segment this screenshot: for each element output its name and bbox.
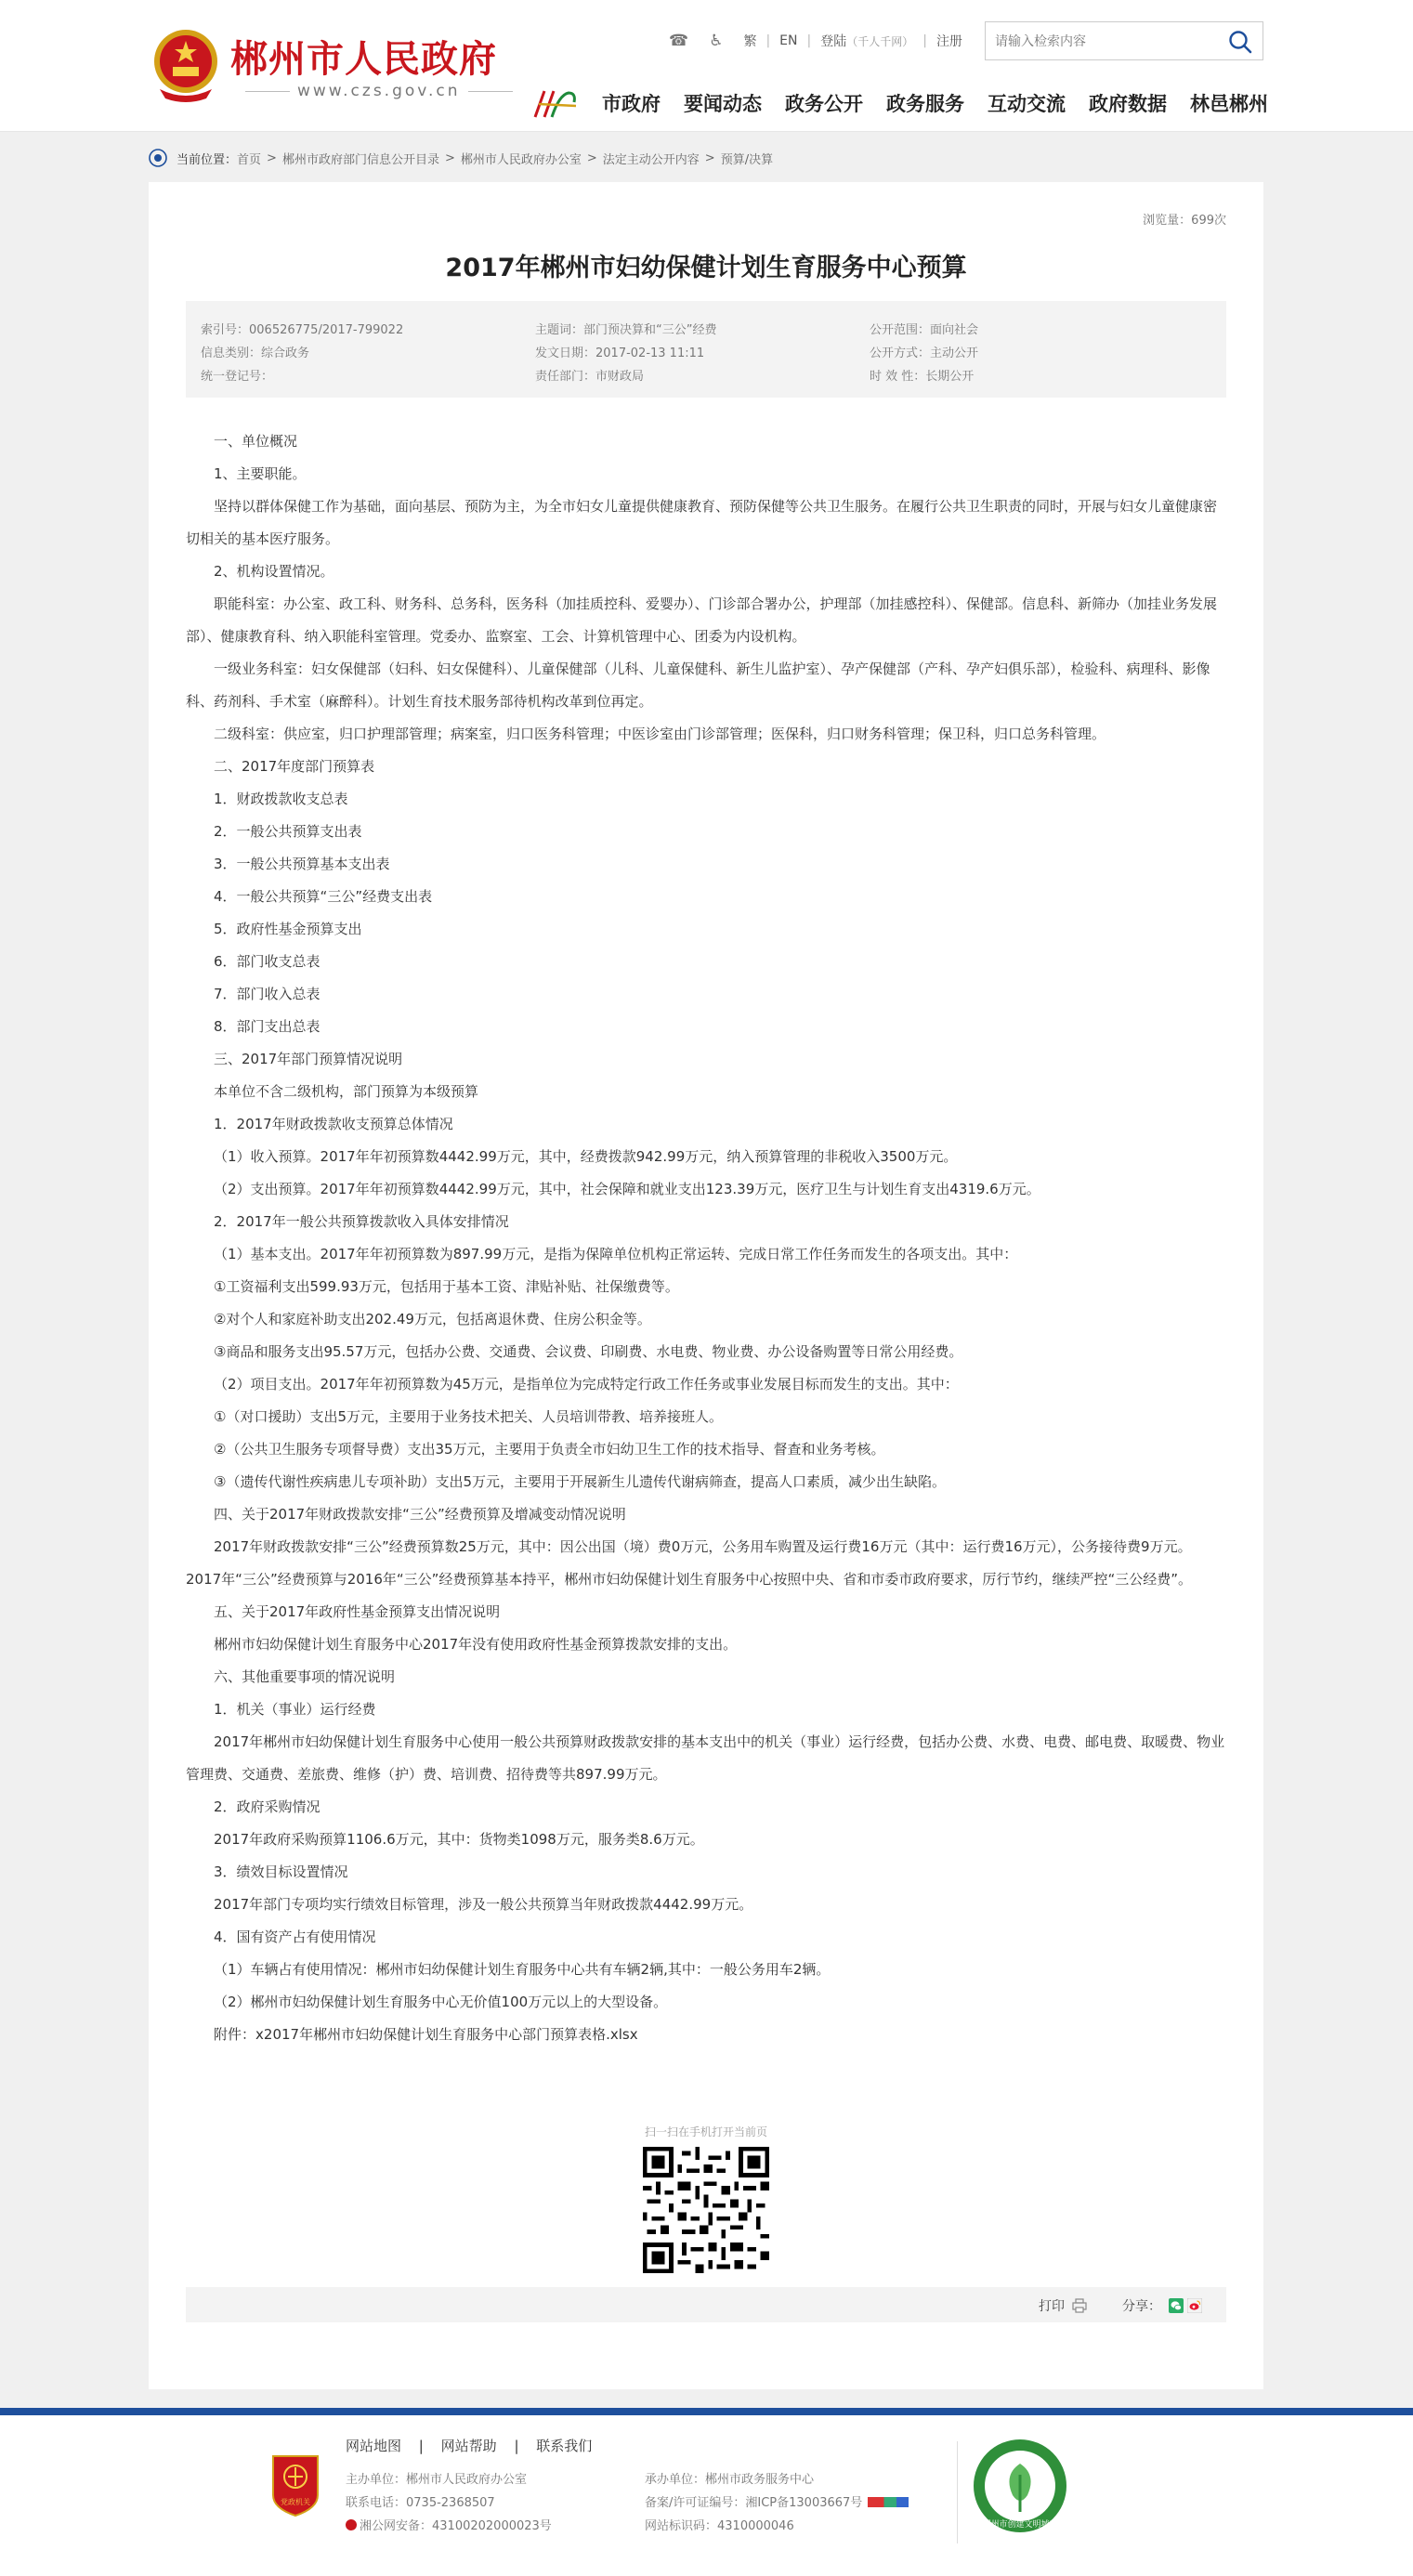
breadcrumb (149, 147, 773, 169)
accessibility-icon[interactable]: ♿ (709, 32, 724, 50)
paragraph: ②（公共卫生服务专项督导费）支出35万元，主要用于负责全市妇幼卫生工作的技术指导、督查和业务考核。 (214, 1441, 885, 1458)
paragraph: 一、单位概况 (214, 433, 298, 450)
paragraph: 三、2017年部门预算情况说明 (214, 1051, 403, 1067)
paragraph: ②对个人和家庭补助支出202.49万元，包括离退休费、住房公积金等。 (214, 1311, 651, 1327)
search-icon[interactable] (1227, 29, 1253, 55)
breadcrumb-separator: > (704, 150, 715, 165)
paragraph: （2）郴州市妇幼保健计划生育服务中心无价值100万元以上的大型设备。 (214, 1994, 668, 2010)
divider: | (765, 33, 771, 48)
view-count: 浏览量：699次 (1143, 214, 1226, 228)
paragraph: 1．机关（事业）运行经费 (214, 1701, 376, 1718)
login-note: （千人千网） (846, 34, 914, 48)
attachment-label: 附件： (214, 2026, 256, 2043)
traditional-chinese-link[interactable]: 繁 (743, 34, 757, 49)
article-body (186, 425, 1226, 2051)
paragraph: 职能科室：办公室、政工科、财务科、总务科，医务科（加挂质控科、爱婴办）、门诊部合署办公，护理部（加挂感控科）、保健部。信息科、新筛办（加挂业务发展部）、健康教育科、纳入职能科室管理。党委办、监察室、工会、计算机管理中心、团委为内设机构。 (186, 595, 1218, 645)
login-link[interactable]: 登陆 (820, 34, 847, 49)
search-input[interactable] (995, 32, 1218, 52)
footer-police-record[interactable] (346, 2516, 552, 2533)
attachment-line (186, 2019, 1226, 2051)
paragraph: 2017年部门专项均实行绩效目标管理，涉及一般公共预算当年财政拨款4442.99万元。 (214, 1896, 753, 1913)
breadcrumb-separator: > (267, 150, 277, 165)
divider: | (514, 2438, 519, 2454)
share-label: 分享： (1122, 2299, 1161, 2314)
footer-links (346, 2436, 592, 2455)
paragraph: 四、关于2017年财政拨款安排“三公”经费预算及增减变动情况说明 (214, 1506, 626, 1523)
meta-reg-no: 统一登记号： (201, 370, 274, 384)
footer-accent-bar (0, 2408, 1413, 2415)
paragraph: 2、机构设置情况。 (214, 563, 334, 580)
printer-icon (1072, 2298, 1087, 2313)
breadcrumb-item-office[interactable]: 郴州市人民政府办公室 (460, 152, 582, 167)
footer-divider (957, 2441, 958, 2543)
elder-mode-icon[interactable]: ☎ (669, 32, 689, 50)
footer-host: 主办单位：郴州市人民政府办公室 (346, 2473, 528, 2487)
divider: | (922, 33, 927, 48)
paragraph: 2017年郴州市妇幼保健计划生育服务中心使用一般公共预算财政拨款安排的基本支出中的机关（事业）运行经费，包括办公费、水费、电费、邮电费、取暖费、物业管理费、交通费、差旅费、维修（护）费、培训费、招待费等共897.99万元。 (186, 1733, 1225, 1783)
breadcrumb-label: 当前位置： (177, 152, 238, 167)
top-links (669, 28, 962, 54)
meta-topic: 主题词：部门预决算和“三公”经费 (535, 323, 717, 337)
paragraph: ①工资福利支出599.93万元，包括用于基本工资、津贴补贴、社保缴费等。 (214, 1278, 679, 1295)
paragraph: 7．部门收入总表 (214, 986, 321, 1002)
paragraph: （2）项目支出。2017年年初预算数为45万元，是指单位为完成特定行政工作任务或事业发展目标而发生的支出。其中： (214, 1376, 959, 1393)
paragraph: 五、关于2017年政府性基金预算支出情况说明 (214, 1603, 501, 1620)
nav-decoration-icon (531, 85, 580, 121)
nav-item-services[interactable]: 政务服务 (886, 93, 964, 115)
paragraph: 六、其他重要事项的情况说明 (214, 1668, 396, 1685)
footer-link-sitemap[interactable]: 网站地图 (346, 2438, 402, 2454)
article-title: 2017年郴州市妇幼保健计划生育服务中心预算 (445, 254, 967, 282)
paragraph: 坚持以群体保健工作为基础，面向基层、预防为主，为全市妇女儿童提供健康教育、预防保健等公共卫生服务。在履行公共卫生职责的同时，开展与妇女儿童健康密切相关的基本医疗服务。 (186, 498, 1218, 547)
national-emblem-icon (150, 24, 221, 104)
main-nav (602, 89, 1291, 117)
share-area (1122, 2296, 1202, 2315)
divider: | (806, 33, 812, 48)
qr-code-icon (643, 2147, 769, 2273)
weibo-icon[interactable] (1187, 2298, 1202, 2313)
paragraph: 1．财政拨款收支总表 (214, 791, 348, 807)
footer-link-help[interactable]: 网站帮助 (440, 2438, 497, 2454)
site-footer (0, 2415, 1413, 2576)
article-panel (149, 182, 1263, 2389)
breadcrumb-item-statutory[interactable]: 法定主动公开内容 (602, 152, 700, 167)
footer-organizer: 承办单位：郴州市政务服务中心 (645, 2473, 815, 2487)
paragraph: （1）收入预算。2017年年初预算数4442.99万元，其中，经费拨款942.99万元，纳入预算管理的非税收入3500万元。 (214, 1148, 958, 1165)
emblem-text: 郴州市创建文明城市 (982, 2520, 1058, 2530)
paragraph: （1）车辆占有使用情况：郴州市妇幼保健计划生育服务中心共有车辆2辆,其中：一般公务用车2辆。 (214, 1961, 831, 1978)
meta-method: 公开方式：主动公开 (870, 347, 979, 360)
paragraph: 2．一般公共预算支出表 (214, 823, 362, 840)
paragraph: （1）基本支出。2017年年初预算数为897.99万元，是指为保障单位机构正常运转、完成日常工作任务而发生的各项支出。其中： (214, 1246, 1018, 1262)
breadcrumb-item-catalog[interactable]: 郴州市政府部门信息公开目录 (281, 152, 439, 167)
paragraph: 1、主要职能。 (214, 465, 307, 482)
footer-icp-text: 备案/许可证编号：湘ICP备13003667号 (645, 2496, 863, 2510)
party-government-badge-icon[interactable] (269, 2452, 321, 2517)
meta-validity: 时 效 性：长期公开 (870, 370, 975, 384)
divider: | (418, 2438, 424, 2454)
site-logo[interactable] (150, 20, 522, 113)
paragraph: 3．一般公共预算基本支出表 (214, 856, 390, 872)
nav-item-disclosure[interactable]: 政务公开 (785, 93, 863, 115)
footer-phone: 联系电话：0735-2368507 (346, 2496, 495, 2510)
breadcrumb-item-budget[interactable]: 预算/决算 (720, 152, 774, 167)
paragraph: 二、2017年度部门预算表 (214, 758, 375, 775)
footer-site-code: 网站标识码：4310000046 (645, 2519, 794, 2533)
paragraph: 4．国有资产占有使用情况 (214, 1929, 376, 1945)
badge-text: 党政机关 (281, 2498, 310, 2506)
nav-item-data[interactable]: 政府数据 (1089, 93, 1167, 115)
paragraph: 本单位不含二级机构，部门预算为本级预算 (214, 1083, 479, 1100)
breadcrumb-separator: > (586, 150, 597, 165)
qr-section (149, 2124, 1263, 2273)
print-button[interactable] (1039, 2296, 1087, 2315)
search-box (985, 21, 1263, 60)
cnzz-stat-icon[interactable] (868, 2497, 909, 2507)
police-badge-icon (346, 2519, 357, 2530)
paragraph: 6．部门收支总表 (214, 953, 321, 970)
english-link[interactable]: EN (779, 33, 798, 48)
meta-date: 发文日期：2017-02-13 11:11 (535, 347, 705, 360)
paragraph: ③（遗传代谢性疾病患儿专项补助）支出5万元，主要用于开展新生儿遗传代谢病筛查，提高人口素质，减少出生缺陷。 (214, 1473, 946, 1490)
paragraph: 8．部门支出总表 (214, 1018, 321, 1035)
paragraph: 3．绩效目标设置情况 (214, 1863, 348, 1880)
site-url: www.czs.gov.cn (238, 82, 520, 100)
paragraph: 1．2017年财政拨款收支预算总体情况 (214, 1116, 453, 1132)
qr-caption: 扫一扫在手机打开当前页 (644, 2125, 767, 2138)
nav-item-linyi-chenzhou[interactable]: 林邑郴州 (1190, 93, 1268, 115)
meta-index-no: 索引号：006526775/2017-799022 (201, 323, 404, 337)
print-label: 打印 (1039, 2299, 1065, 2314)
paragraph: ①（对口援助）支出5万元，主要用于业务技术把关、人员培训带教、培养接班人。 (214, 1408, 723, 1425)
location-pin-icon (149, 149, 167, 167)
excel-file-icon: x (255, 2026, 264, 2043)
nav-item-news[interactable]: 要闻动态 (684, 93, 762, 115)
meta-scope: 公开范围：面向社会 (870, 323, 979, 337)
breadcrumb-item-home[interactable]: 首页 (237, 152, 262, 167)
paragraph: 2．2017年一般公共预算拨款收入具体安排情况 (214, 1213, 509, 1230)
paragraph: 二级科室：供应室，归口护理部管理；病案室，归口医务科管理；中医诊室由门诊部管理；医保科，归口财务科管理；保卫科，归口总务科管理。 (214, 726, 1106, 742)
article-toolbar (186, 2287, 1226, 2322)
paragraph: 2017年财政拨款安排“三公”经费预算数25万元，其中：因公出国（境）费0万元，公务用车购置及运行费16万元（其中：运行费16万元），公务接待费9万元。2017年“三公”经费预算与2016年“三公”经费预算基本持平，郴州市妇幼保健计划生育服务中心按照中央、省和市委市政府要求，厉行节约，继续严控“三公经费”。 (186, 1538, 1192, 1588)
meta-category: 信息类别：综合政务 (201, 347, 310, 360)
nav-item-government[interactable]: 市政府 (602, 93, 661, 115)
paragraph: （2）支出预算。2017年年初预算数4442.99万元，其中，社会保障和就业支出123.39万元，医疗卫生与计划生育支出4319.6万元。 (214, 1181, 1040, 1197)
article-meta (186, 301, 1226, 398)
paragraph: 一级业务科室：妇女保健部（妇科、妇女保健科）、儿童保健部（儿科、儿童保健科、新生儿监护室）、孕产保健部（产科、孕产妇俱乐部），检验科、病理科、影像科、药剂科、手术室（麻醉科）。计划生育技术服务部待机构改革到位再定。 (186, 660, 1210, 710)
meta-dept: 责任部门：市财政局 (535, 370, 645, 384)
civilized-city-emblem-icon[interactable] (972, 2438, 1068, 2534)
footer-link-contact[interactable]: 联系我们 (536, 2438, 593, 2454)
footer-icp-record[interactable] (645, 2492, 909, 2510)
paragraph: 2．政府采购情况 (214, 1798, 321, 1815)
site-name: 郴州市人民政府 (230, 37, 497, 81)
footer-police-text: 湘公网安备：43100202000023号 (360, 2519, 552, 2533)
paragraph: 5．政府性基金预算支出 (214, 921, 362, 937)
nav-item-interaction[interactable]: 互动交流 (988, 93, 1066, 115)
paragraph: 2017年政府采购预算1106.6万元，其中：货物类1098万元，服务类8.6万元。 (214, 1831, 704, 1848)
register-link[interactable]: 注册 (935, 34, 962, 49)
attachment-link[interactable]: 2017年郴州市妇幼保健计划生育服务中心部门预算表格.xlsx (263, 2026, 638, 2043)
breadcrumb-separator: > (444, 150, 455, 165)
paragraph: 郴州市妇幼保健计划生育服务中心2017年没有使用政府性基金预算拨款安排的支出。 (214, 1636, 738, 1653)
wechat-icon[interactable] (1169, 2298, 1184, 2313)
paragraph: 4．一般公共预算“三公”经费支出表 (214, 888, 433, 905)
paragraph: ③商品和服务支出95.57万元，包括办公费、交通费、会议费、印刷费、水电费、物业费、办公设备购置等日常公用经费。 (214, 1343, 963, 1360)
site-header (0, 0, 1413, 132)
